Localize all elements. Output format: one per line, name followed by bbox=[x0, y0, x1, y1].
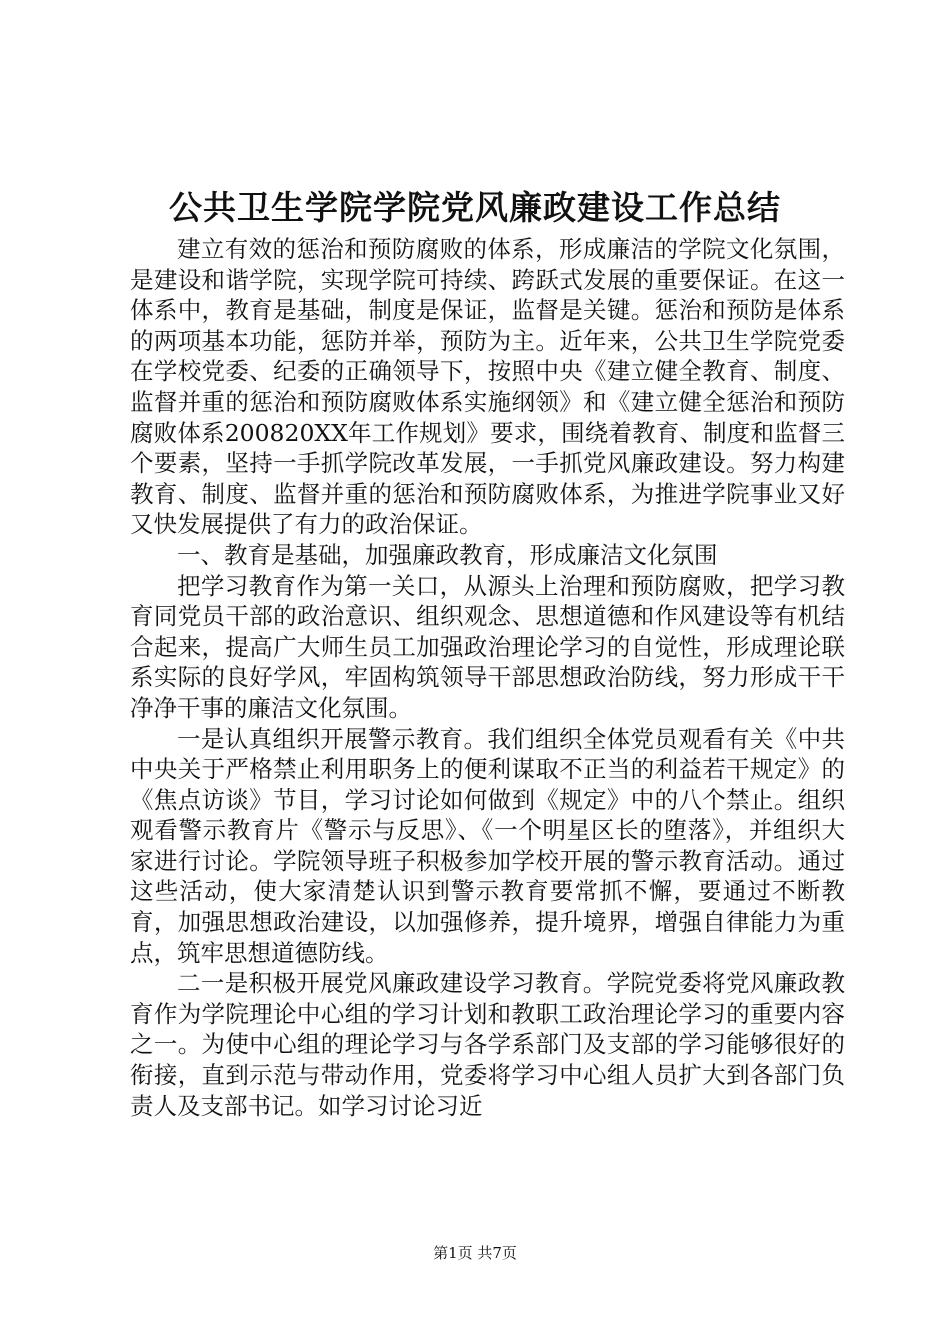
paragraph-study-education: 二一是积极开展党风廉政建设学习教育。学院党委将党风廉政教育作为学院理论中心组的学习计划和教职工政治理论学习的重要内容之一。为使中心组的理论学习与各学系部门及支部的学习能够很好的衔接，直到示范与带动作用，党委将学习中心组人员扩大到各部门负责人及支部书记。如学习讨论习近 bbox=[130, 969, 845, 1120]
document-title: 公共卫生学院学院党风廉政建设工作总结 bbox=[169, 188, 781, 227]
paragraph-education: 把学习教育作为第一关口，从源头上治理和预防腐败，把学习教育同党员干部的政治意识、组织观念、思想道德和作风建设等有机结合起来，提高广大师生员工加强政治理论学习的自觉性，形成理论联系实际的良好学风，牢固构筑领导干部思想政治防线，努力形成干干净净干事的廉洁文化氛围。 bbox=[130, 571, 845, 722]
paragraph-intro: 建立有效的惩治和预防腐败的体系，形成廉洁的学院文化氛围，是建设和谐学院，实现学院可持续、跨跃式发展的重要保证。在这一体系中，教育是基础，制度是保证，监督是关键。惩治和预防是体系的两项基本功能，惩防并举，预防为主。近年来，公共卫生学院党委在学校党委、纪委的正确领导下，按照中央《建立健全教育、制度、监督并重的惩治和预防腐败体系实施纲领》和《建立健全惩治和预防腐败体系200820XX年工作规划》要求，围绕着教育、制度和监督三个要素，坚持一手抓学院改革发展，一手抓党风廉政建设。努力构建教育、制度、监督并重的惩治和预防腐败体系，为推进学院事业又好又快发展提供了有力的政治保证。 bbox=[130, 235, 845, 539]
document-body bbox=[130, 234, 845, 1121]
section-heading-education: 一、教育是基础，加强廉政教育，形成廉洁文化氛围 bbox=[177, 540, 718, 569]
paragraph-warning-education: 一是认真组织开展警示教育。我们组织全体党员观看有关《中共中央关于严格禁止利用职务上的便利谋取不正当的利益若干规定》的《焦点访谈》节目，学习讨论如何做到《规定》中的八个禁止。组织观看警示教育片《警示与反思》、《一个明星区长的堕落》，并组织大家进行讨论。学院领导班子积极参加学校开展的警示教育活动。通过这些活动，使大家清楚认识到警示教育要常抓不懈，要通过不断教育，加强思想政治建设，以加强修养，提升境界，增强自律能力为重点，筑牢思想道德防线。 bbox=[130, 724, 845, 967]
page-footer: 第1页 共7页 bbox=[433, 1244, 517, 1262]
